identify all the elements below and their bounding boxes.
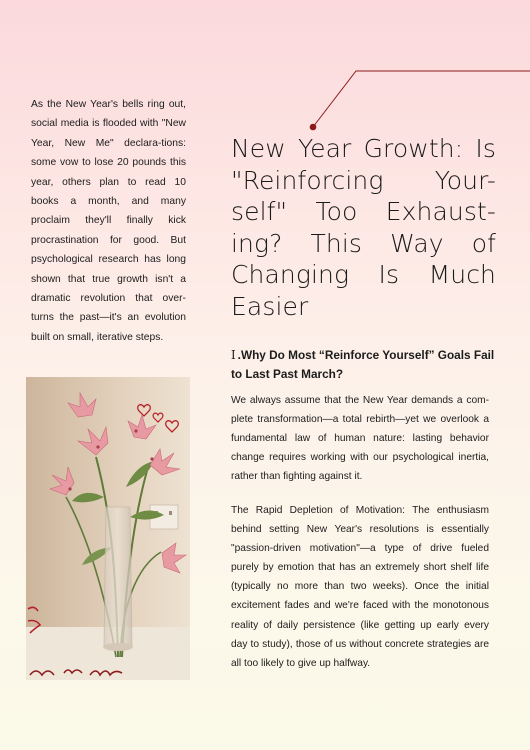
accent-dot [310, 124, 317, 131]
section-heading [231, 346, 501, 384]
section-numeral: Ⅰ [231, 348, 236, 362]
article-title: New Year Growth: Is "Reinforcing Your-self" Too Exhaust-ing? This Way of Changing Is Much Easier [231, 134, 496, 321]
body-paragraph-1: We always assume that the New Year demands a com-plete transformation—a total rebirth—yet we overlook a fundamental law of human nature: lasting behavior change requires working with our psychological inertia, rather than fighting against it. [231, 395, 489, 483]
body-paragraph-2: The Rapid Depletion of Motivation: The enthusiasm behind setting New Year's resolutions is essentially "passion-driven motivation"—a type of drive fueled purely by emotion that has an extremely short shelf life (typically no more than two weeks). Once the initial excitement fades and we're faced with the monotonous reality of daily persistence (like getting up early every day to study), those of us without concrete strategies are all too likely to give up halfway. [231, 505, 489, 669]
intro-paragraph: As the New Year's bells ring out, social media is flooded with "New Year, New Me" declara-tions: some vow to lose 20 pounds this year, others plan to read 10 books a month, and many proclaim they'll finally kick procrastination for good. But psychological research has long shown that true growth isn't a dramatic revolution that over-turns the past—it's an evolution built on small, iterative steps. [31, 99, 186, 343]
section-heading-text: .Why Do Most “Reinforce Yourself” Goals Fail to Last Past March? [231, 348, 495, 381]
lily-vase-photo [26, 377, 190, 680]
